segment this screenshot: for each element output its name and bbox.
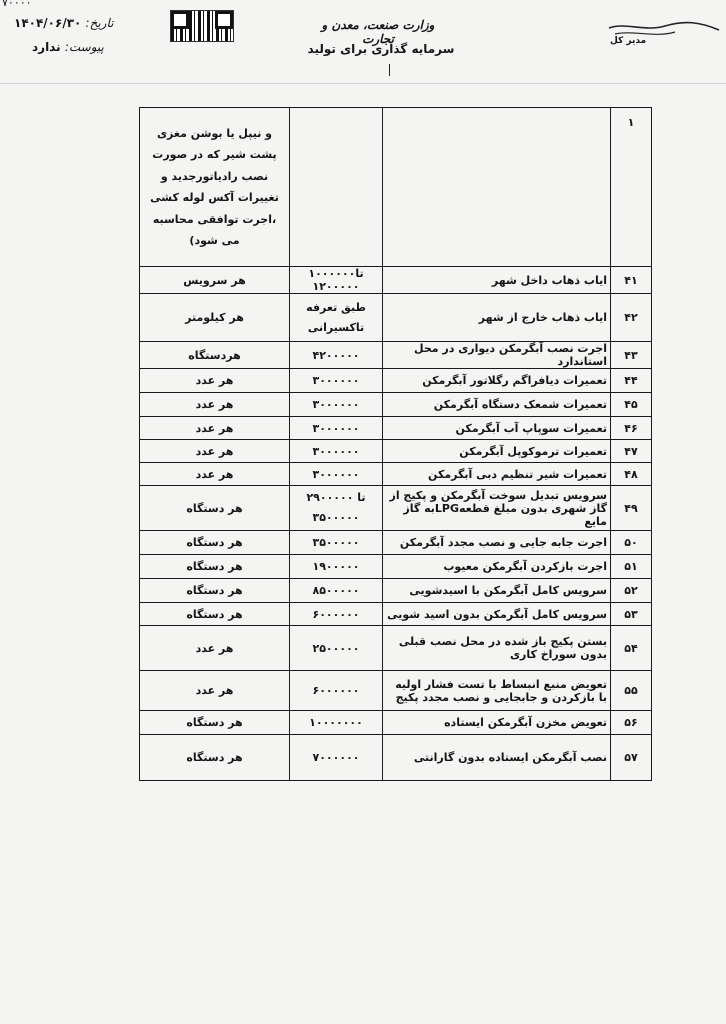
date-line <box>14 16 113 30</box>
row-description: ایاب ذهاب خارج از شهر <box>383 294 611 342</box>
top-number: ۷۰۰۰۰ <box>2 0 32 9</box>
row-number: ۵۲ <box>611 579 652 603</box>
row-description: ایاب ذهاب داخل شهر <box>383 267 611 294</box>
price-table <box>139 107 652 781</box>
row-price: ۳۰۰۰۰۰۰ <box>290 440 383 463</box>
row-number: ۵۰ <box>611 531 652 555</box>
price-line: تاکسیرانی <box>307 320 365 334</box>
row-number: ۴۹ <box>611 486 652 531</box>
row-number: ۵۵ <box>611 671 652 711</box>
table-row <box>140 603 652 626</box>
row-number: ۵۱ <box>611 555 652 579</box>
row-unit: هر عدد <box>140 671 290 711</box>
table-row <box>140 393 652 417</box>
row-price: ۳۰۰۰۰۰۰ <box>290 369 383 393</box>
table-row <box>140 267 652 294</box>
row-price <box>290 294 383 342</box>
row-unit: هردستگاه <box>140 342 290 369</box>
row-description: تعمیرات سوپاپ آب آبگرمکن <box>383 417 611 440</box>
table-row <box>140 417 652 440</box>
attachment-line <box>32 40 104 54</box>
date-label: تاریخ: <box>85 16 114 30</box>
table-row <box>140 711 652 735</box>
row-unit: هر دستگاه <box>140 531 290 555</box>
department-title: سرمایه گذاری برای تولید <box>307 42 455 56</box>
row-description: اجرت بازکردن آبگرمکن معیوب <box>383 555 611 579</box>
row-unit: هر عدد <box>140 369 290 393</box>
table-row <box>140 531 652 555</box>
row-price: ۱۹۰۰۰۰۰ <box>290 555 383 579</box>
row-number: ۴۸ <box>611 463 652 486</box>
row-description <box>383 108 611 267</box>
row-unit: هر دستگاه <box>140 603 290 626</box>
row-price: ۷۰۰۰۰۰۰ <box>290 735 383 781</box>
row-unit: هر کیلومتر <box>140 294 290 342</box>
row-price: ۱۰۰۰۰۰۰۰ <box>290 711 383 735</box>
row-note: و نیپل یا بوشن مغزی پشت شیر که در صورت نصب رادیاتورجدید و تغییرات آکس لوله کشی ،اجرت توافقی محاسبه می شود) <box>140 108 290 267</box>
row-number: ۴۶ <box>611 417 652 440</box>
row-unit: هر عدد <box>140 393 290 417</box>
attachment-label: پیوست: <box>64 40 104 54</box>
table-row <box>140 486 652 531</box>
row-price: ۳۰۰۰۰۰۰ <box>290 463 383 486</box>
header-mark <box>389 64 390 76</box>
table-row <box>140 735 652 781</box>
row-description: سرویس تبدیل سوخت آبگرمکن و پکیج از گاز شهری بدون مبلغ قطعهLPGبه گاز مایع <box>383 486 611 531</box>
row-number: ۵۴ <box>611 626 652 671</box>
row-unit: هر عدد <box>140 463 290 486</box>
ministry-title: وزارت صنعت، معدن و تجارت <box>321 18 435 46</box>
row-unit: هر دستگاه <box>140 486 290 531</box>
row-number: ۴۲ <box>611 294 652 342</box>
row-unit: هر سرویس <box>140 267 290 294</box>
row-unit: هر دستگاه <box>140 711 290 735</box>
row-unit: هر عدد <box>140 626 290 671</box>
table-row <box>140 671 652 711</box>
row-description: تعمیرات شمعک دستگاه آبگرمکن <box>383 393 611 417</box>
table-row <box>140 463 652 486</box>
signature-text: مدیر کل <box>610 36 647 46</box>
row-price: ۳۰۰۰۰۰۰ <box>290 417 383 440</box>
table-row <box>140 369 652 393</box>
header-divider <box>0 83 726 84</box>
row-price <box>290 108 383 267</box>
row-number: ۴۱ <box>611 267 652 294</box>
row-number: ۵۷ <box>611 735 652 781</box>
row-price: ۴۲۰۰۰۰۰ <box>290 342 383 369</box>
row-description: تعویض مخزن آبگرمکن ایستاده <box>383 711 611 735</box>
table-row <box>140 555 652 579</box>
table-row <box>140 579 652 603</box>
row-description: اجرت جابه جایی و نصب مجدد آبگرمکن <box>383 531 611 555</box>
row-description: تعمیرات دیافراگم رگلاتور آبگرمکن <box>383 369 611 393</box>
date-value: ۱۴۰۴/۰۶/۳۰ <box>14 16 82 30</box>
table-row <box>140 294 652 342</box>
row-description: تعویض منبع انبساط با تست فشار اولیه با بازکردن و جابجایی و نصب مجدد پکیج <box>383 671 611 711</box>
price-line: ۳۵۰۰۰۰۰ <box>312 511 360 524</box>
row-number: ۴۴ <box>611 369 652 393</box>
table-row <box>140 108 652 267</box>
row-unit: هر عدد <box>140 440 290 463</box>
row-description: سرویس کامل آبگرمکن با اسیدشویی <box>383 579 611 603</box>
row-price: ۲۵۰۰۰۰۰ <box>290 626 383 671</box>
row-description: نصب آبگرمکن ایستاده بدون گارانتی <box>383 735 611 781</box>
row-number: ۴۵ <box>611 393 652 417</box>
table-row <box>140 626 652 671</box>
attachment-value: ندارد <box>32 40 61 54</box>
row-description: اجرت نصب آبگرمکن دیواری در محل استاندارد <box>383 342 611 369</box>
row-price <box>290 486 383 531</box>
row-description: تعمیرات ترموکوپل آبگرمکن <box>383 440 611 463</box>
row-number: ۵۳ <box>611 603 652 626</box>
row-price: ۳۵۰۰۰۰۰ <box>290 531 383 555</box>
table-row <box>140 440 652 463</box>
row-number: ۱ <box>611 108 652 267</box>
row-unit: هر دستگاه <box>140 555 290 579</box>
row-price: ۸۵۰۰۰۰۰ <box>290 579 383 603</box>
row-unit: هر دستگاه <box>140 579 290 603</box>
row-price: ۱۰۰۰۰۰۰تا ۱۲۰۰۰۰۰ <box>290 267 383 294</box>
row-number: ۴۳ <box>611 342 652 369</box>
row-description: تعمیرات شیر تنظیم دبی آبگرمکن <box>383 463 611 486</box>
row-price: ۶۰۰۰۰۰۰ <box>290 671 383 711</box>
row-description: سرویس کامل آبگرمکن بدون اسید شویی <box>383 603 611 626</box>
price-line: طبق تعرفه <box>306 300 366 314</box>
row-number: ۴۷ <box>611 440 652 463</box>
row-price: ۶۰۰۰۰۰۰ <box>290 603 383 626</box>
price-line: ۲۹۰۰۰۰۰ تا <box>306 491 366 504</box>
row-price: ۳۰۰۰۰۰۰ <box>290 393 383 417</box>
row-description: بستن پکیج باز شده در محل نصب قبلی بدون سوراخ کاری <box>383 626 611 671</box>
row-number: ۵۶ <box>611 711 652 735</box>
qr-code-icon <box>170 10 234 42</box>
row-unit: هر دستگاه <box>140 735 290 781</box>
row-unit: هر عدد <box>140 417 290 440</box>
table-row <box>140 342 652 369</box>
